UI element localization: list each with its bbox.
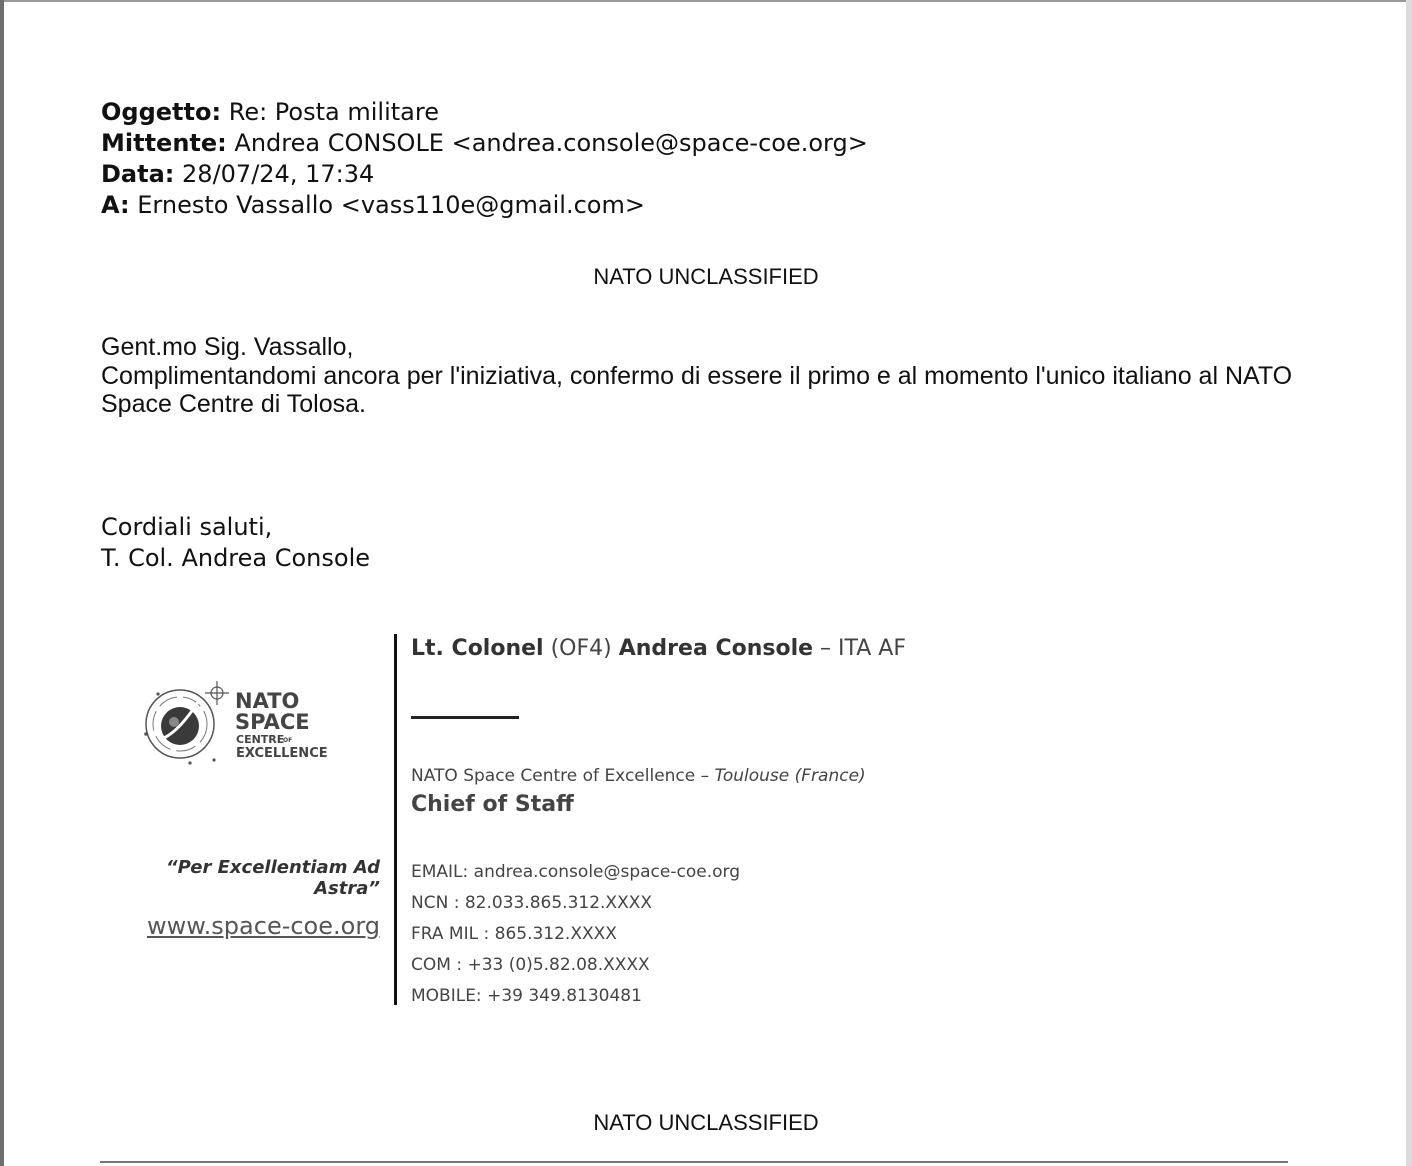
greeting: Gent.mo Sig. Vassallo, [101,333,354,361]
nato-space-coe-logo [140,678,360,770]
logo-text-of: OF [283,737,293,744]
signature-role: Chief of Staff [411,792,574,817]
compass-star-icon [205,681,229,705]
logo-text-centre: CENTRE [236,733,285,746]
signature-rank: Lt. Colonel [411,636,544,661]
subject-value: Re: Posta militare [228,98,439,126]
contact-com: COM : +33 (0)5.82.08.XXXX [411,955,650,975]
signature-grade: (OF4) [550,636,612,661]
contact-mobile: MOBILE: +39 349.8130481 [411,986,642,1006]
date-row [101,159,868,190]
from-label: Mittente: [101,129,227,157]
contact-fra-mil: FRA MIL : 865.312.XXXX [411,924,617,944]
page-top-border [0,0,1412,2]
message-paragraph: Complimentandomi ancora per l'iniziativa, confermo di essere il primo e al momento l'unico italiano al NATO Space Centre di Tolosa. [101,361,1293,418]
logo-text-space: SPACE [235,710,310,734]
from-row [101,128,868,159]
signature-divider [394,634,397,1005]
website-link[interactable]: www.space-coe.org [146,912,380,940]
subject-label: Oggetto: [101,98,222,126]
signature-name: Andrea Console [618,636,814,661]
date-label: Data: [101,160,175,188]
classification-bottom: NATO UNCLASSIFIED [593,1110,819,1135]
signature-contacts [411,857,740,1012]
classification-top: NATO UNCLASSIFIED [593,264,819,289]
signature-organization: NATO Space Centre of Excellence – [411,766,710,786]
to-label: A: [101,191,130,219]
footer-rule [100,1161,1288,1163]
page-left-border [0,0,4,1166]
contact-ncn: NCN : 82.033.865.312.XXXX [411,893,653,913]
from-value: Andrea CONSOLE <andrea.console@space-coe.org> [234,129,868,157]
to-row [101,190,868,221]
signature-location: Toulouse (France) [714,766,866,786]
subject-row [101,97,868,128]
signature-rule [411,716,519,719]
contact-email: EMAIL: andrea.console@space-coe.org [411,862,740,882]
page-right-border [1406,0,1412,1166]
to-value: Ernesto Vassallo <vass110e@gmail.com> [137,191,645,219]
motto: “Per Excellentiam Ad Astra” [165,857,380,899]
signature-name-line [411,636,906,661]
date-value: 28/07/24, 17:34 [182,160,375,188]
email-header [101,97,868,221]
signature-organization-line [411,766,866,786]
salutation: Cordiali saluti, [101,513,273,541]
closing-name: T. Col. Andrea Console [101,544,371,572]
logo-text-excellence: EXCELLENCE [236,746,328,761]
signature-suffix: – ITA AF [820,636,907,661]
message-body [101,333,1321,419]
closing [101,512,370,574]
logo-text-nato: NATO [235,689,300,713]
